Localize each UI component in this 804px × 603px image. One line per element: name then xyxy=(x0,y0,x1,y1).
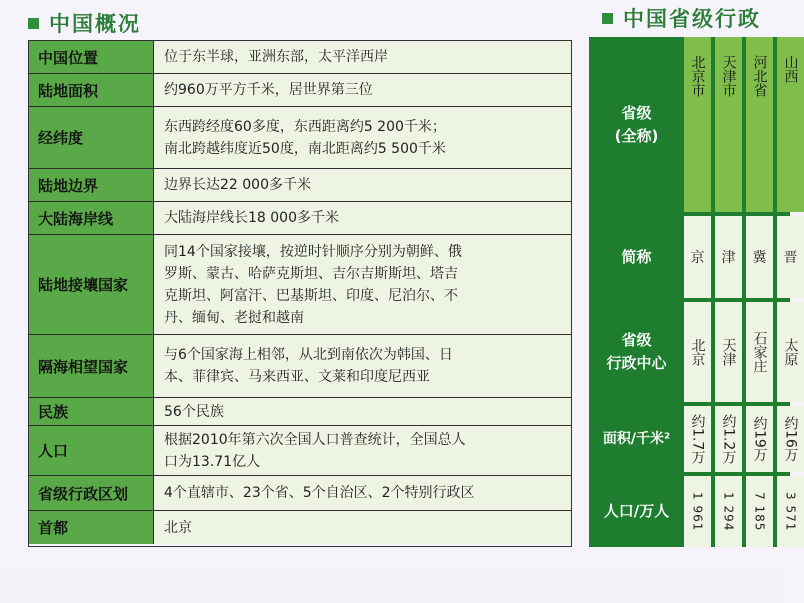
province-abbr: 冀 xyxy=(752,250,767,266)
province-capital-cell xyxy=(746,302,773,402)
overview-row-key: 隔海相望国家 xyxy=(29,335,154,398)
overview-row-key: 陆地边界 xyxy=(29,169,154,202)
province-area: 约1.2万 xyxy=(720,413,737,465)
overview-row-value: 同14个国家接壤，按逆时针顺序分别为朝鲜、俄 罗斯、蒙古、哈萨克斯坦、吉尔吉斯斯坦、塔吉 克斯坦、阿富汗、巴基斯坦、印度、尼泊尔、不 丹、缅甸、老挝和越南 xyxy=(154,235,571,335)
province-name: 天津市 xyxy=(720,55,737,97)
province-capital: 天津 xyxy=(720,338,737,366)
province-capital-cell xyxy=(684,302,711,402)
province-capital: 北京 xyxy=(689,338,706,366)
province-abbr-cell xyxy=(715,216,742,298)
province-abbr-cell xyxy=(746,216,773,298)
provinces-table xyxy=(589,37,799,547)
overview-row-value: 4个直辖市、23个省、5个自治区、2个特别行政区 xyxy=(154,476,571,511)
overview-row-key: 中国位置 xyxy=(29,41,154,74)
province-population: 7 185 xyxy=(752,491,767,532)
province-abbr: 京 xyxy=(690,250,705,266)
page-background xyxy=(0,565,790,603)
province-population: 1 294 xyxy=(721,491,736,532)
provinces-heading xyxy=(602,4,761,32)
overview-row-key: 陆地接壤国家 xyxy=(29,235,154,335)
province-name-cell xyxy=(684,37,711,212)
header-abbr: 简称 xyxy=(621,247,652,266)
province-area: 约16万 xyxy=(782,416,799,462)
overview-row-key: 人口 xyxy=(29,426,154,476)
province-abbr: 晋 xyxy=(783,250,798,266)
provinces-title: 中国省级行政 xyxy=(623,7,761,31)
province-capital: 石家庄 xyxy=(751,331,768,373)
province-abbr-cell xyxy=(684,216,711,298)
province-population-cell xyxy=(715,476,742,547)
overview-row-value: 大陆海岸线长18 000多千米 xyxy=(154,202,571,235)
province-population: 3 571 xyxy=(783,491,798,532)
overview-row-key: 省级行政区划 xyxy=(29,476,154,511)
overview-row-key: 陆地面积 xyxy=(29,74,154,107)
overview-row-value: 位于东半球，亚洲东部，太平洋西岸 xyxy=(154,41,571,74)
province-name: 北京市 xyxy=(689,55,706,97)
header-population: 人口/万人 xyxy=(603,502,670,520)
province-population-cell xyxy=(684,476,711,547)
header-capital: 省级 行政中心 xyxy=(606,331,667,372)
bullet-square-icon xyxy=(602,13,613,24)
province-population: 1 961 xyxy=(690,491,705,532)
province-name: 河北省 xyxy=(751,55,768,97)
overview-row-key: 首都 xyxy=(29,511,154,544)
province-capital: 太原 xyxy=(782,338,799,366)
province-area: 约19万 xyxy=(751,416,768,462)
overview-row-value: 56个民族 xyxy=(154,398,571,426)
overview-row-value: 东西跨经度60多度，东西距离约5 200千米； 南北跨越纬度近50度，南北距离约5 500千米 xyxy=(154,107,571,169)
province-area-cell xyxy=(777,406,804,472)
province-population-cell xyxy=(746,476,773,547)
province-abbr: 津 xyxy=(721,250,736,266)
overview-row-value: 根据2010年第六次全国人口普查统计，全国总人 口为13.71亿人 xyxy=(154,426,571,476)
overview-title: 中国概况 xyxy=(49,12,141,36)
overview-heading xyxy=(28,9,141,37)
overview-table xyxy=(28,40,572,547)
province-population-cell xyxy=(777,476,804,547)
province-area-cell xyxy=(746,406,773,472)
province-name-cell xyxy=(746,37,773,212)
bullet-square-icon xyxy=(28,18,39,29)
province-name-cell xyxy=(715,37,742,212)
overview-row-value: 约960万平方千米，居世界第三位 xyxy=(154,74,571,107)
overview-row-key: 大陆海岸线 xyxy=(29,202,154,235)
province-capital-cell xyxy=(715,302,742,402)
province-name: 山西 xyxy=(782,55,799,83)
province-area-cell xyxy=(715,406,742,472)
overview-row-key: 民族 xyxy=(29,398,154,426)
province-abbr-cell xyxy=(777,216,804,298)
header-area: 面积/千米² xyxy=(602,430,671,447)
province-name-cell xyxy=(777,37,804,212)
overview-row-key: 经纬度 xyxy=(29,107,154,169)
header-name: 省级 (全称) xyxy=(614,103,659,145)
province-area-cell xyxy=(684,406,711,472)
province-area: 约1.7万 xyxy=(689,413,706,465)
overview-row-value: 边界长达22 000多千米 xyxy=(154,169,571,202)
overview-row-value: 与6个国家海上相邻，从北到南依次为韩国、日 本、菲律宾、马来西亚、文莱和印度尼西亚 xyxy=(154,335,571,398)
province-capital-cell xyxy=(777,302,804,402)
overview-row-value: 北京 xyxy=(154,511,571,544)
